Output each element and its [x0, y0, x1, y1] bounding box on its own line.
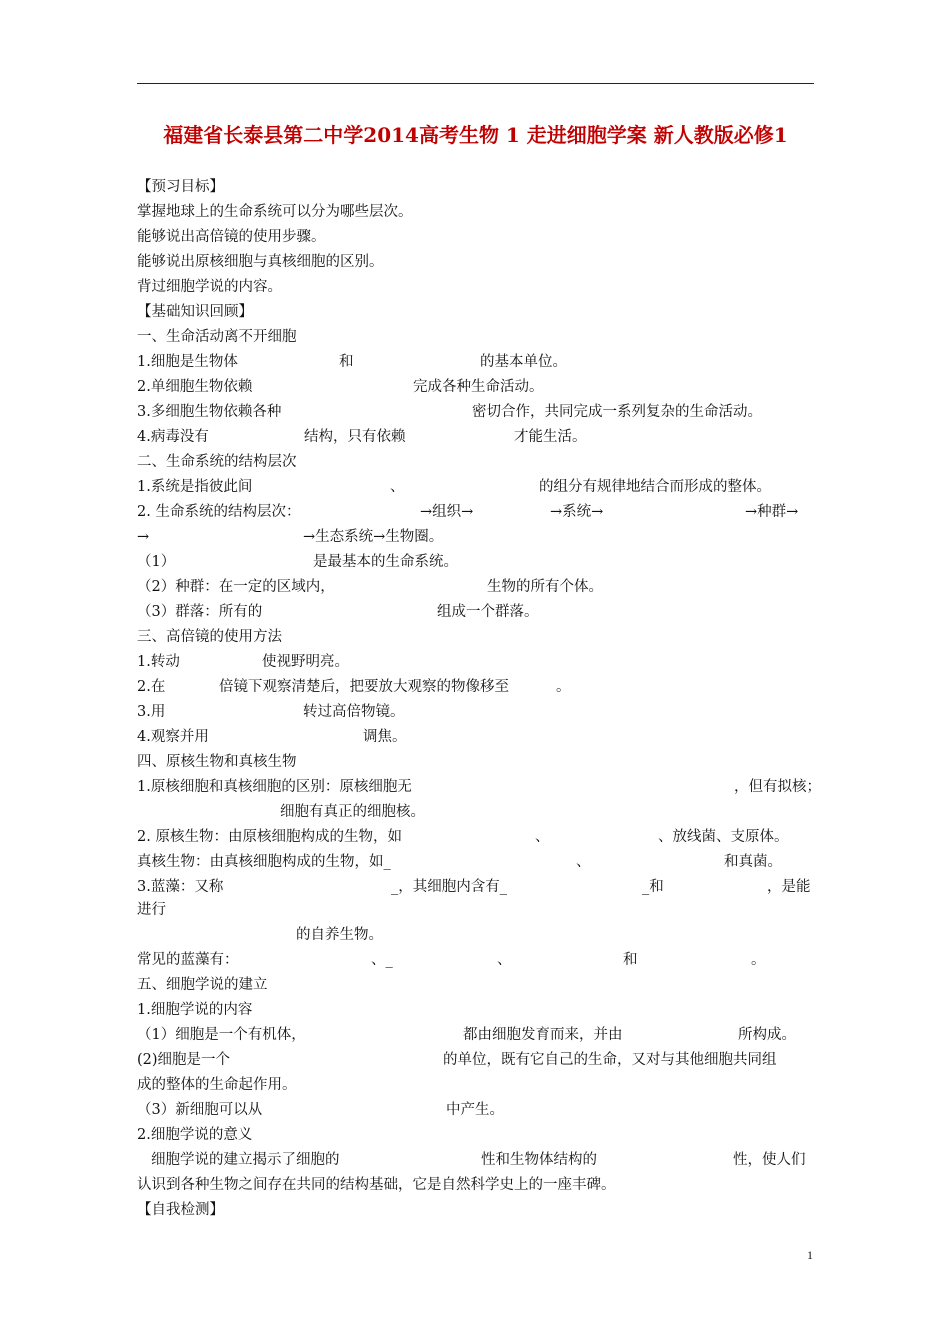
text-line: [137, 1050, 814, 1070]
text-line: [137, 352, 814, 372]
text-line: [137, 202, 814, 222]
text-segment: 使视野明亮。: [262, 654, 349, 670]
text-segment: (2)细胞是一个: [137, 1052, 231, 1068]
text-segment: 1.转动: [137, 654, 180, 670]
text-segment: 4.观察并用: [137, 729, 209, 745]
text-segment: 能够说出高倍镜的使用步骤。: [137, 229, 326, 245]
text-segment: 才能生活。: [514, 429, 587, 445]
text-segment: 三、高倍镜的使用方法: [137, 629, 282, 645]
text-line: [137, 477, 814, 497]
text-segment: （3）新细胞可以从: [137, 1102, 263, 1118]
text-line: [137, 1100, 814, 1120]
text-line: [137, 252, 814, 272]
text-segment: 五、细胞学说的建立: [137, 977, 268, 993]
text-segment: 1.原核细胞和真核细胞的区别：原核细胞无: [137, 779, 412, 795]
text-line: [137, 427, 814, 447]
text-segment: （3）群落：所有的: [137, 604, 263, 620]
text-segment: →生态系统→生物圈。: [303, 529, 444, 545]
text-segment: 组成一个群落。: [437, 604, 539, 620]
text-segment: 、: [576, 854, 591, 870]
text-line: [137, 852, 814, 872]
text-segment: 进行: [137, 902, 166, 918]
text-segment: 中产生。: [446, 1102, 504, 1118]
header-rule: [137, 83, 814, 84]
text-segment: 能够说出原核细胞与真核细胞的区别。: [137, 254, 384, 270]
text-segment: _和: [642, 879, 664, 895]
text-segment: 常见的蓝藻有：: [137, 952, 239, 968]
text-line: [137, 1150, 814, 1170]
text-line: [137, 1000, 814, 1020]
text-segment: →种群→: [745, 504, 799, 520]
text-segment: 倍镜下观察清楚后，把要放大观察的物像移至: [219, 679, 509, 695]
text-line: [137, 727, 814, 747]
text-segment: 、: [535, 829, 550, 845]
text-segment: 完成各种生命活动。: [413, 379, 544, 395]
text-line: [137, 827, 814, 847]
document-title: 福建省长泰县第二中学2014高考生物 1 走进细胞学案 新人教版必修1: [163, 123, 788, 147]
text-line: [137, 1025, 814, 1045]
text-segment: →: [137, 529, 150, 545]
text-segment: 性，使人们: [733, 1152, 806, 1168]
text-segment: 、: [497, 952, 512, 968]
text-line: [137, 900, 814, 920]
text-segment: 1.细胞是生物体: [137, 354, 238, 370]
text-line: [137, 627, 814, 647]
text-segment: 的单位，既有它自己的生命，又对与其他细胞共同组: [443, 1052, 777, 1068]
text-segment: （2）种群：在一定的区域内，: [137, 579, 335, 595]
text-line: [137, 277, 814, 297]
text-segment: （1）细胞是一个有机体，: [137, 1027, 306, 1043]
text-segment: 调焦。: [363, 729, 407, 745]
text-segment: 密切合作，共同完成一系列复杂的生命活动。: [472, 404, 762, 420]
text-segment: （1）: [137, 554, 176, 570]
text-segment: 掌握地球上的生命系统可以分为哪些层次。: [137, 204, 413, 220]
text-line: [137, 602, 814, 622]
text-segment: 2. 原核生物：由原核细胞构成的生物，如: [137, 829, 402, 845]
text-segment: 和: [623, 952, 638, 968]
text-line: [137, 327, 814, 347]
text-segment: 2.细胞学说的意义: [137, 1127, 253, 1143]
text-line: [137, 1075, 814, 1095]
text-segment: 和真菌。: [724, 854, 782, 870]
text-segment: 2.在: [137, 679, 166, 695]
text-segment: 所构成。: [738, 1027, 796, 1043]
text-segment: 。: [556, 679, 571, 695]
text-line: [137, 702, 814, 722]
text-line: [137, 452, 814, 472]
text-segment: 性和生物体结构的: [481, 1152, 597, 1168]
text-segment: 3.多细胞生物依赖各种: [137, 404, 282, 420]
text-line: [137, 302, 814, 322]
text-line: [137, 1125, 814, 1145]
text-line: [137, 752, 814, 772]
text-segment: 【自我检测】: [137, 1202, 224, 1218]
text-segment: 认识到各种生物之间存在共同的结构基础，它是自然科学史上的一座丰碑。: [137, 1177, 616, 1193]
text-line: [137, 802, 814, 822]
text-segment: 、_: [371, 952, 393, 968]
text-segment: 和: [339, 354, 354, 370]
text-segment: 。: [751, 952, 766, 968]
text-segment: 都由细胞发育而来，并由: [463, 1027, 623, 1043]
text-segment: 四、原核生物和真核生物: [137, 754, 297, 770]
page-number: 1: [807, 1248, 813, 1262]
text-line: [137, 377, 814, 397]
text-segment: →组织→: [420, 504, 474, 520]
text-line: [137, 552, 814, 572]
text-line: [137, 877, 814, 897]
text-segment: ，是能: [767, 879, 811, 895]
text-segment: 、: [390, 479, 405, 495]
text-segment: 的自养生物。: [296, 927, 383, 943]
text-line: [137, 527, 814, 547]
text-line: [137, 1175, 814, 1195]
text-segment: 3.用: [137, 704, 166, 720]
text-segment: 4.病毒没有: [137, 429, 209, 445]
text-line: [137, 577, 814, 597]
text-segment: 2.单细胞生物依赖: [137, 379, 253, 395]
text-segment: 细胞有真正的细胞核。: [280, 804, 425, 820]
text-segment: 二、生命系统的结构层次: [137, 454, 297, 470]
text-segment: 3.蓝藻：又称: [137, 879, 224, 895]
text-segment: 背过细胞学说的内容。: [137, 279, 282, 295]
text-segment: ，但有拟核；: [734, 779, 821, 795]
text-line: [137, 677, 814, 697]
text-line: [137, 227, 814, 247]
text-segment: 2. 生命系统的结构层次：: [137, 504, 301, 520]
text-line: [137, 652, 814, 672]
text-segment: 是最基本的生命系统。: [313, 554, 458, 570]
text-segment: 的组分有规律地结合而形成的整体。: [539, 479, 771, 495]
text-segment: 成的整体的生命起作用。: [137, 1077, 297, 1093]
text-segment: 转过高倍物镜。: [303, 704, 405, 720]
text-segment: 一、生命活动离不开细胞: [137, 329, 297, 345]
text-line: [137, 502, 814, 522]
text-segment: _，其细胞内含有_: [391, 879, 507, 895]
text-segment: 的基本单位。: [480, 354, 567, 370]
text-segment: 1.系统是指彼此间: [137, 479, 253, 495]
text-line: [137, 177, 814, 197]
text-segment: 真核生物：由真核细胞构成的生物，如_: [137, 854, 391, 870]
text-segment: →系统→: [550, 504, 604, 520]
text-line: [137, 975, 814, 995]
text-segment: 【基础知识回顾】: [137, 304, 253, 320]
text-line: [137, 950, 814, 970]
text-segment: 生物的所有个体。: [487, 579, 603, 595]
text-segment: 1.细胞学说的内容: [137, 1002, 253, 1018]
text-line: [137, 777, 821, 797]
text-segment: 细胞学说的建立揭示了细胞的: [151, 1152, 340, 1168]
text-line: [137, 925, 814, 945]
text-segment: 、放线菌、支原体。: [658, 829, 789, 845]
text-segment: 【预习目标】: [137, 179, 224, 195]
text-segment: 结构，只有依赖: [304, 429, 406, 445]
text-line: [137, 402, 814, 422]
text-line: [137, 1200, 814, 1220]
